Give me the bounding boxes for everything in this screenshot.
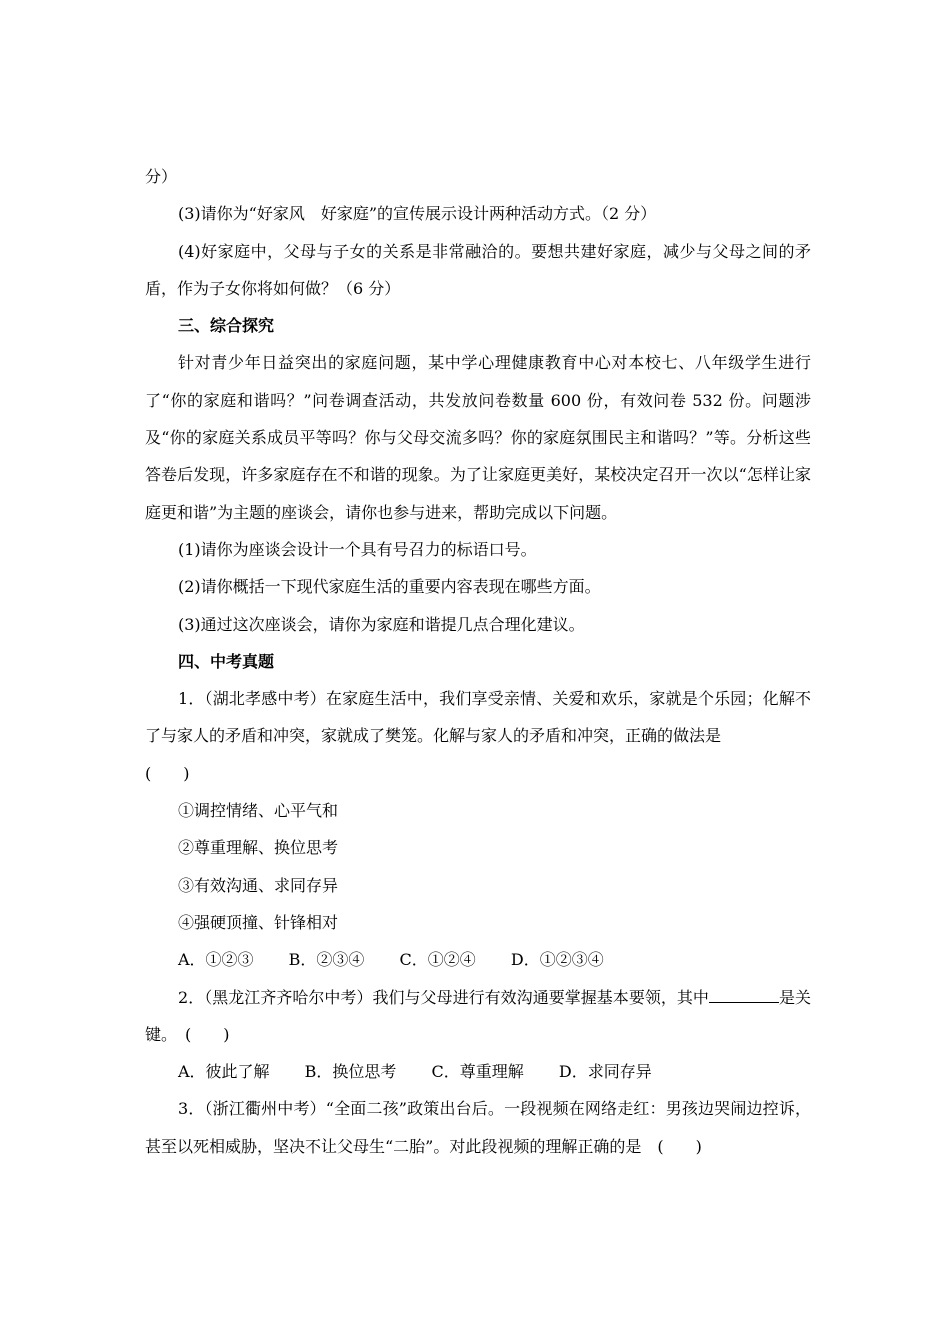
mcq-1-item-3: ③有效沟通、求同存异 — [178, 875, 339, 895]
option-b: B．换位思考 — [304, 1062, 397, 1082]
section-heading-4: 四、中考真题 — [178, 651, 275, 671]
mcq-1-item-1: ①调控情绪、心平气和 — [178, 801, 339, 821]
continued-line: 分） — [145, 167, 178, 186]
document-body — [145, 158, 811, 1165]
option-d: D．①②③④ — [510, 950, 604, 970]
section-heading-3: 三、综合探究 — [178, 316, 275, 336]
inquiry-paragraph: 针对青少年日益突出的家庭问题，某中学心理健康教育中心对本校七、八年级学生进行了“你的家庭和谐吗？”问卷调查活动，共发放问卷数量 600 份，有效问卷 532 份。问题涉及“你的家庭关系成员平等吗？你与父母交流多吗？你的家庭氛围民主和谐吗？”等。分析这些答卷后发现，许多家庭存在不和谐的现象。为了让家庭更美好，某校决定召开一次以“怎样让家庭更和谐”为主题的座谈会，请你也参与进来，帮助完成以下问题。 — [145, 353, 811, 522]
option-a: A．①②③ — [178, 950, 254, 970]
inquiry-question-1: (1)请你为座谈会设计一个具有号召力的标语口号。 — [178, 539, 537, 559]
option-b: B．②③④ — [288, 950, 365, 970]
inquiry-question-2: (2)请你概括一下现代家庭生活的重要内容表现在哪些方面。 — [178, 577, 601, 597]
mcq-2-stem — [145, 979, 811, 1054]
question-3: (3)请你为“好家风 好家庭”的宣传展示设计两种活动方式。（2 分） — [178, 204, 657, 224]
mcq-1-options — [145, 941, 811, 978]
question-4: (4)好家庭中，父母与子女的关系是非常融洽的。要想共建好家庭，减少与父母之间的矛盾，作为子女你将如何做？（6 分） — [145, 241, 811, 298]
mcq-2-stem-post: 是关键。 ( ) — [145, 987, 811, 1044]
option-c: C．①②④ — [399, 950, 476, 970]
inquiry-question-3: (3)通过这次座谈会，请你为家庭和谐提几点合理化建议。 — [178, 614, 585, 634]
mcq-2-stem-pre: 2．（黑龙江齐齐哈尔中考）我们与父母进行有效沟通要掌握基本要领，其中 — [178, 987, 709, 1007]
option-a: A．彼此了解 — [178, 1062, 270, 1082]
mcq-1-item-2: ②尊重理解、换位思考 — [178, 838, 339, 858]
mcq-1-paren: ( ) — [145, 763, 190, 783]
option-d: D．求同存异 — [558, 1062, 652, 1082]
mcq-1-stem: 1．（湖北孝感中考）在家庭生活中，我们享受亲情、关爱和欢乐，家就是个乐园；化解不了与家人的矛盾和冲突，家就成了樊笼。化解与家人的矛盾和冲突，正确的做法是 — [145, 689, 811, 746]
option-c: C．尊重理解 — [431, 1062, 524, 1082]
mcq-3-stem: 3．（浙江衢州中考）“全面二孩”政策出台后。一段视频在网络走红：男孩边哭闹边控诉，甚至以死相威胁，坚决不让父母生“二胎”。对此段视频的理解正确的是 ( ) — [145, 1099, 811, 1156]
mcq-1-item-4: ④强硬顶撞、针锋相对 — [178, 912, 339, 932]
mcq-2-options — [145, 1053, 811, 1090]
answer-blank — [709, 984, 779, 1003]
